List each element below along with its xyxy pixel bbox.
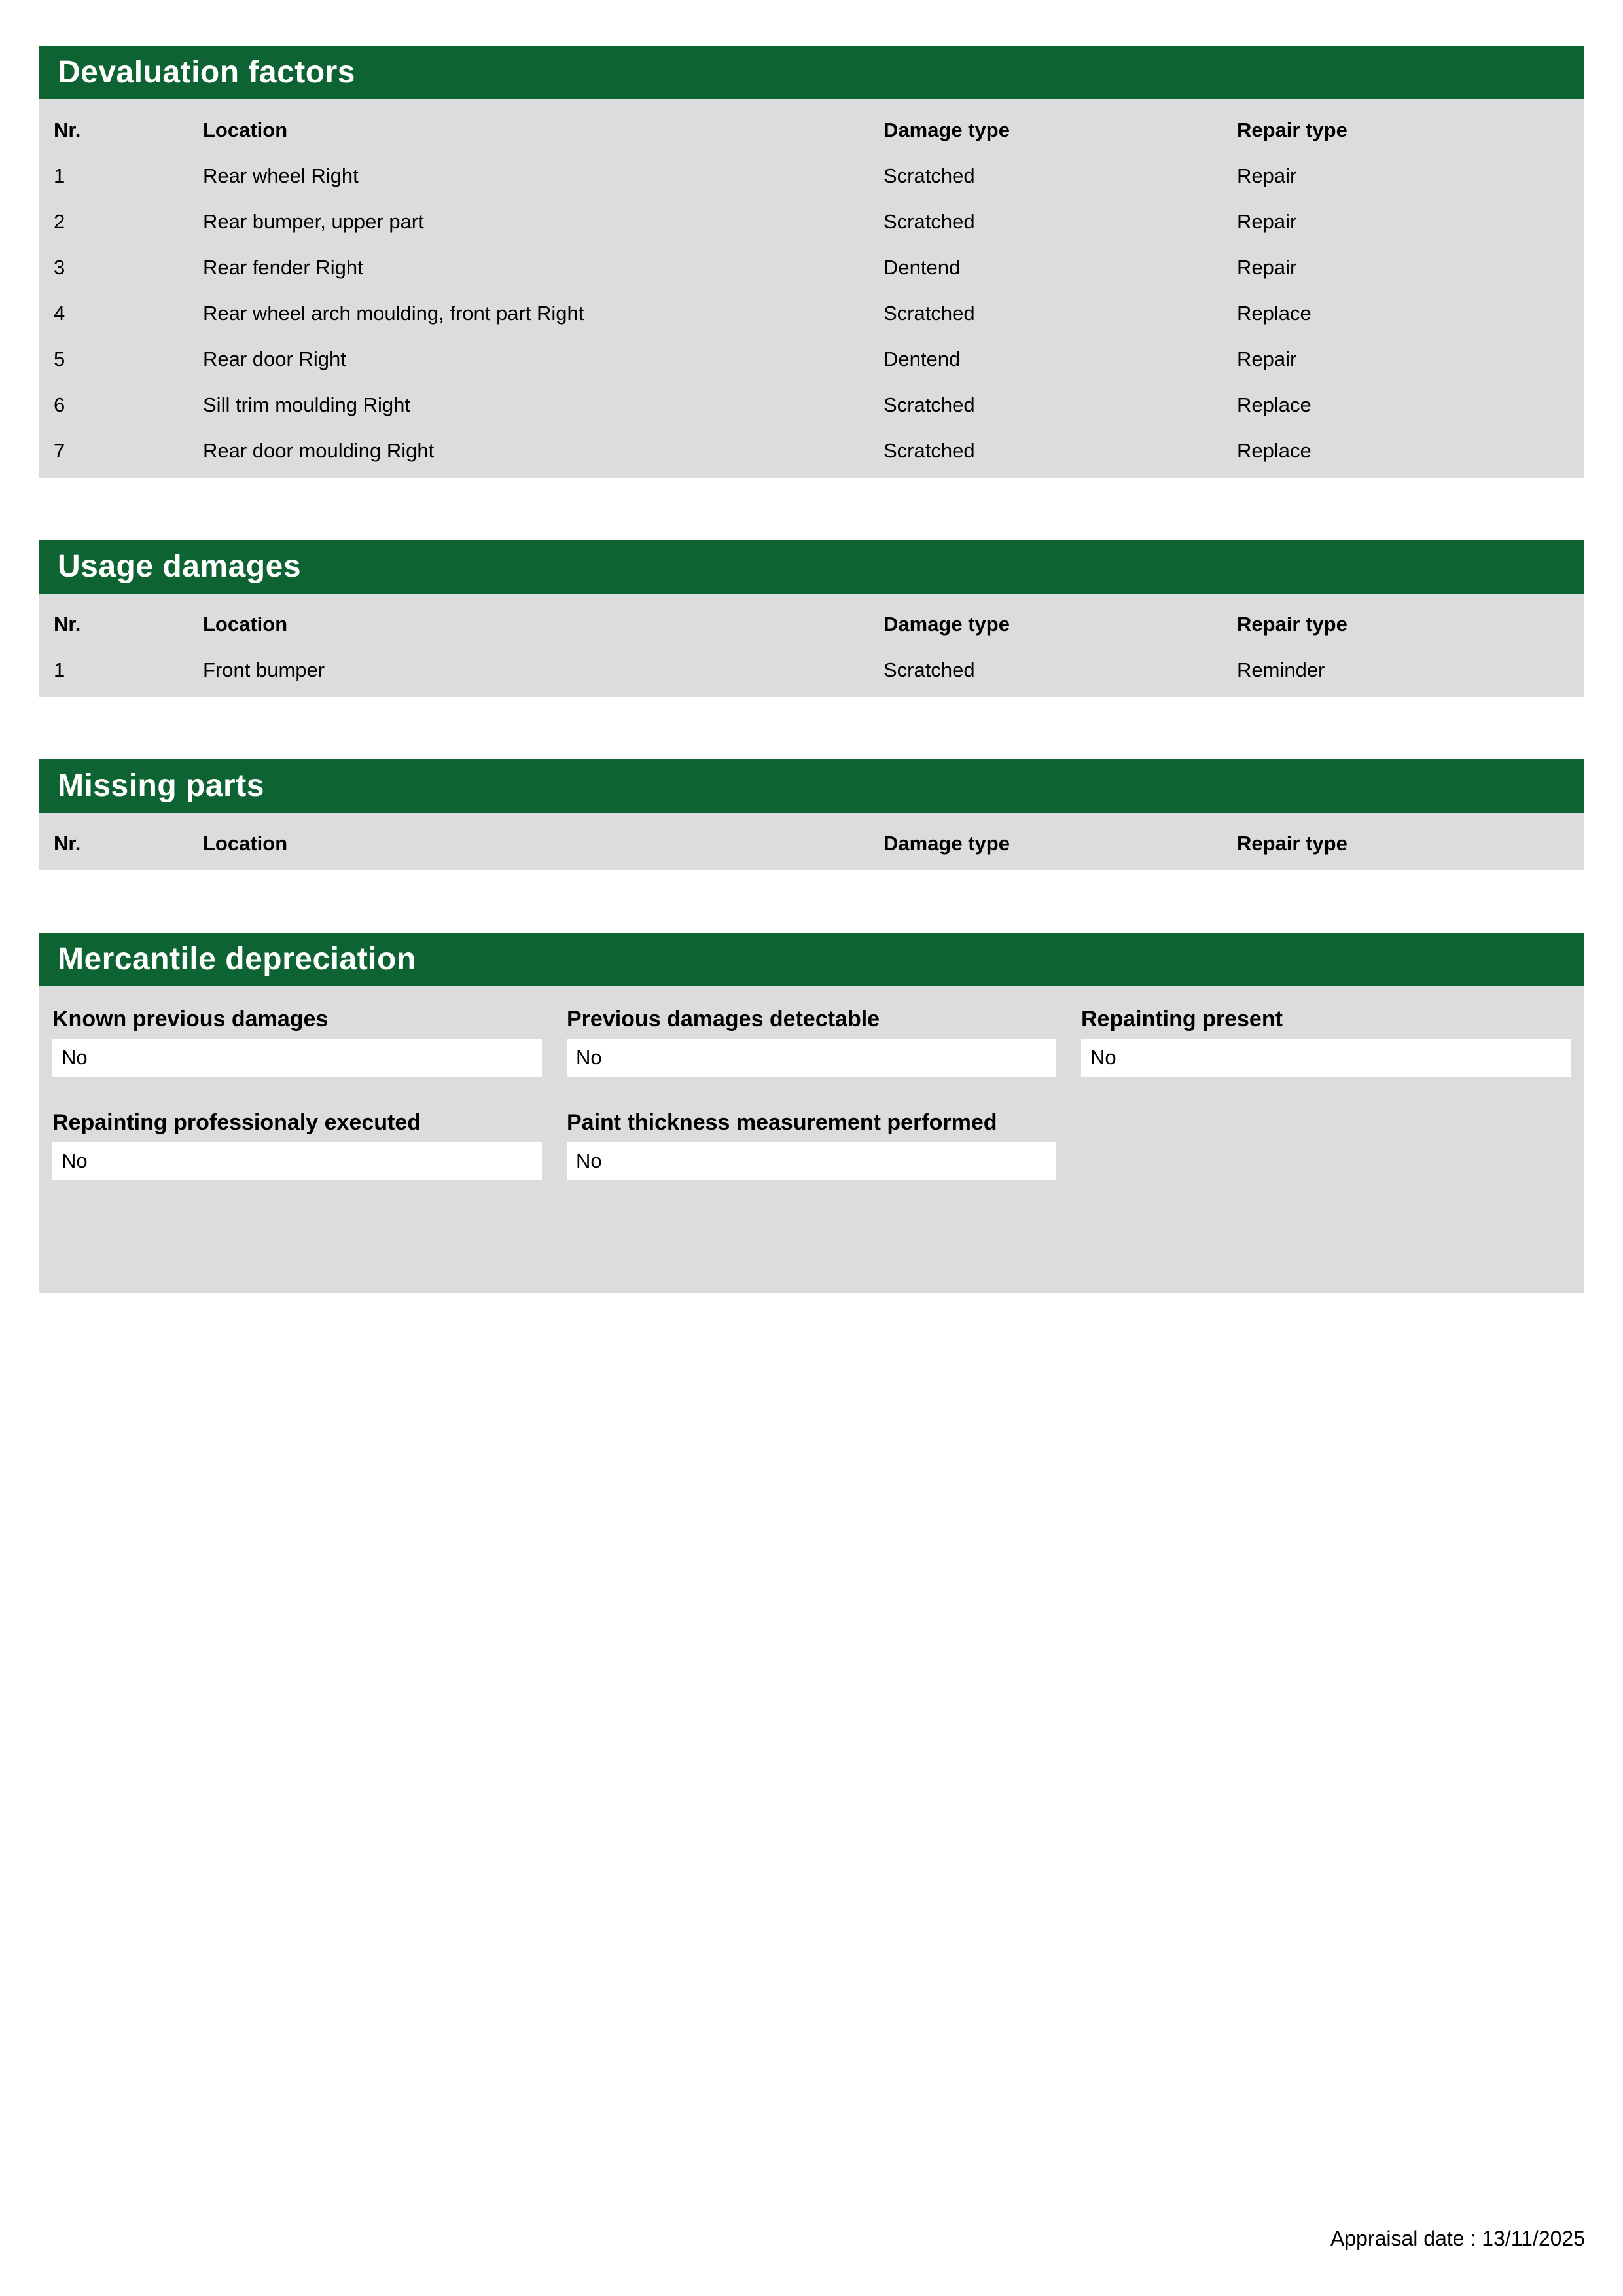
table-header-row [39,821,1584,867]
mercantile-form [39,986,1584,1293]
section-title-missing-parts: Missing parts [39,759,1584,813]
repainting-professionaly-executed-input[interactable]: No [52,1142,542,1180]
field-label: Known previous damages [52,1007,329,1031]
cell-repair: Replace [1237,302,1311,325]
field-paint-thickness-measurement-performed [567,1109,1056,1180]
column-header-location: Location [203,832,288,855]
cell-location: Rear bumper, upper part [203,210,424,233]
column-header-repair-type: Repair type [1237,832,1347,855]
cell-nr: 6 [54,393,65,416]
column-header-location: Location [203,613,288,636]
field-label: Previous damages detectable [567,1007,880,1031]
table-row [39,647,1584,693]
column-header-nr: Nr. [54,118,81,141]
cell-nr: 1 [54,658,65,681]
cell-repair: Reminder [1237,658,1325,681]
table-row [39,291,1584,336]
cell-nr: 5 [54,348,65,370]
previous-damages-detectable-input[interactable]: No [567,1039,1056,1077]
table-header-row [39,107,1584,153]
section-title-devaluation-factors: Devaluation factors [39,46,1584,99]
cell-nr: 7 [54,439,65,462]
section-usage-damages [39,540,1584,697]
cell-repair: Repair [1237,164,1297,187]
section-missing-parts [39,759,1584,870]
column-header-location: Location [203,118,288,141]
missing-parts-table [39,813,1584,870]
cell-nr: 4 [54,302,65,325]
table-row [39,245,1584,291]
column-header-repair-type: Repair type [1237,118,1347,141]
empty-grid-cell [1081,1109,1571,1180]
column-header-repair-type: Repair type [1237,613,1347,636]
cell-location: Rear wheel arch moulding, front part Right [203,302,584,325]
cell-repair: Repair [1237,256,1297,279]
field-repainting-professionaly-executed [52,1109,542,1180]
devaluation-table [39,99,1584,478]
known-previous-damages-input[interactable]: No [52,1039,542,1077]
section-title-usage-damages: Usage damages [39,540,1584,594]
column-header-nr: Nr. [54,832,81,855]
cell-repair: Replace [1237,393,1311,416]
column-header-damage-type: Damage type [883,832,1010,855]
cell-damage: Dentend [883,256,961,279]
cell-nr: 3 [54,256,65,279]
table-row [39,336,1584,382]
field-repainting-present [1081,1006,1571,1077]
table-row [39,199,1584,245]
column-header-damage-type: Damage type [883,118,1010,141]
field-label: Repainting present [1081,1007,1283,1031]
cell-repair: Repair [1237,210,1297,233]
cell-location: Front bumper [203,658,325,681]
cell-damage: Dentend [883,348,961,370]
section-title-mercantile-depreciation: Mercantile depreciation [39,933,1584,986]
cell-location: Sill trim moulding Right [203,393,410,416]
field-known-previous-damages [52,1006,542,1077]
repainting-present-input[interactable]: No [1081,1039,1571,1077]
table-row [39,428,1584,474]
table-row [39,153,1584,199]
appraisal-date: Appraisal date : 13/11/2025 [1330,2227,1585,2250]
cell-nr: 2 [54,210,65,233]
usage-rows [39,647,1584,693]
cell-repair: Repair [1237,348,1297,370]
column-header-nr: Nr. [54,613,81,636]
column-header-damage-type: Damage type [883,613,1010,636]
table-row [39,382,1584,428]
field-label: Paint thickness measurement performed [567,1110,997,1135]
usage-table [39,594,1584,697]
cell-damage: Scratched [883,393,975,416]
devaluation-rows [39,153,1584,474]
field-label: Repainting professionaly executed [52,1110,421,1135]
cell-damage: Scratched [883,210,975,233]
report-page [39,0,1584,1293]
field-previous-damages-detectable [567,1006,1056,1077]
section-devaluation-factors [39,46,1584,478]
cell-nr: 1 [54,164,65,187]
cell-damage: Scratched [883,164,975,187]
cell-location: Rear wheel Right [203,164,359,187]
cell-location: Rear door moulding Right [203,439,435,462]
cell-location: Rear fender Right [203,256,363,279]
paint-thickness-measurement-input[interactable]: No [567,1142,1056,1180]
cell-repair: Replace [1237,439,1311,462]
section-mercantile-depreciation [39,933,1584,1293]
table-header-row [39,601,1584,647]
cell-damage: Scratched [883,302,975,325]
cell-damage: Scratched [883,439,975,462]
cell-location: Rear door Right [203,348,346,370]
cell-damage: Scratched [883,658,975,681]
